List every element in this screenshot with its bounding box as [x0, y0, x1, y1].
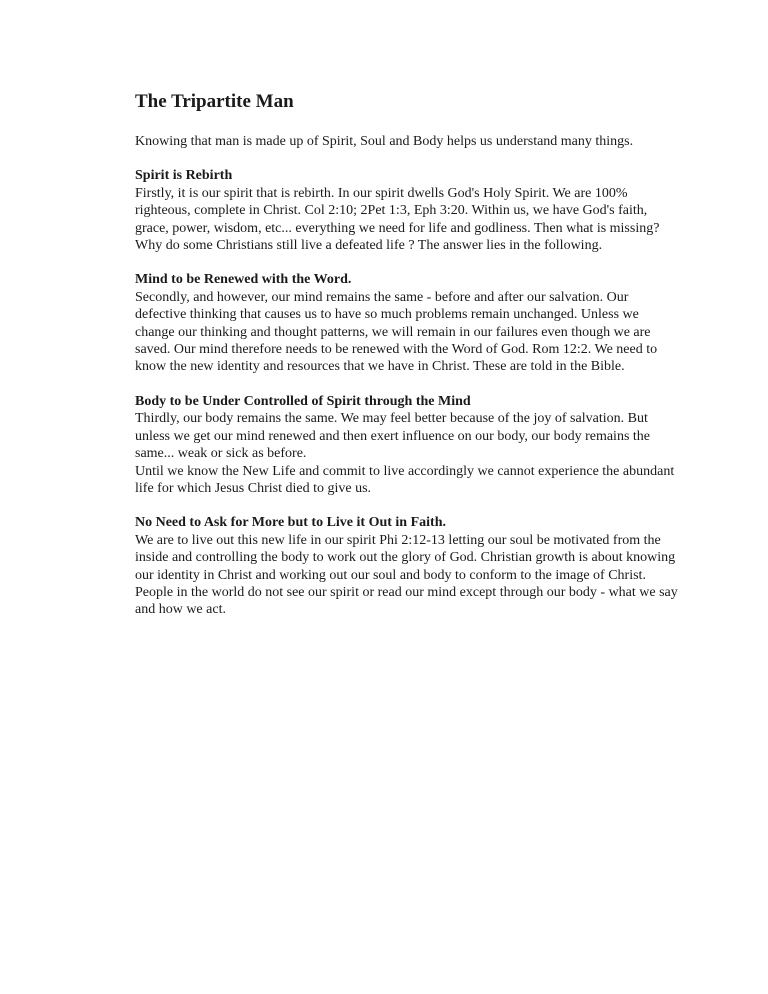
section-heading: No Need to Ask for More but to Live it Out in Faith. [135, 515, 446, 531]
document-page [135, 90, 680, 636]
section-paragraph: Secondly, and however, our mind remains the same - before and after our salvation. Our defective thinking that causes us to have so much problems remain unchanged. Unless we change our thinking and thought patterns, we will remain in our failures even though we are saved. Our mind therefore needs to be renewed with the Word of God. Rom 12:2. We need to know the new identity and resources that we have in Christ. These are told in the Bible. [135, 289, 658, 375]
section-mind [135, 271, 680, 375]
section-heading: Body to be Under Controlled of Spirit through the Mind [135, 393, 471, 409]
section-paragraph: We are to live out this new life in our spirit Phi 2:12-13 letting our soul be motivated from the inside and controlling the body to work out the glory of God. Christian growth is about knowing our identity in Christ and working out our soul and body to conform to the image of Christ. People in the world do not see our spirit or read our mind except through our body - what we say and how we act. [135, 532, 678, 618]
section-paragraph: Until we know the New Life and commit to live accordingly we cannot experience the abundant life for which Jesus Christ died to give us. [135, 463, 675, 496]
section-faith [135, 514, 680, 618]
section-heading: Spirit is Rebirth [135, 168, 233, 184]
intro-paragraph: Knowing that man is made up of Spirit, Soul and Body helps us understand many things. [135, 134, 634, 149]
section-paragraph: Firstly, it is our spirit that is rebirth. In our spirit dwells God's Holy Spirit. We are 100% righteous, complete in Christ. Col 2:10; 2Pet 1:3, Eph 3:20. Within us, we have God's faith, grace, power, wisdom, etc... everything we need for life and godliness. Then what is missing? Why do some Christians still live a defeated life ? The answer lies in the following. [135, 185, 660, 254]
section-heading: Mind to be Renewed with the Word. [135, 272, 352, 288]
section-body [135, 393, 680, 497]
section-paragraph: Thirdly, our body remains the same. We may feel better because of the joy of salvation. But unless we get our mind renewed and then exert influence on our body, our body remains the same... weak or sick as before. [135, 411, 650, 462]
section-spirit [135, 167, 680, 254]
document-title: The Tripartite Man [135, 91, 294, 112]
